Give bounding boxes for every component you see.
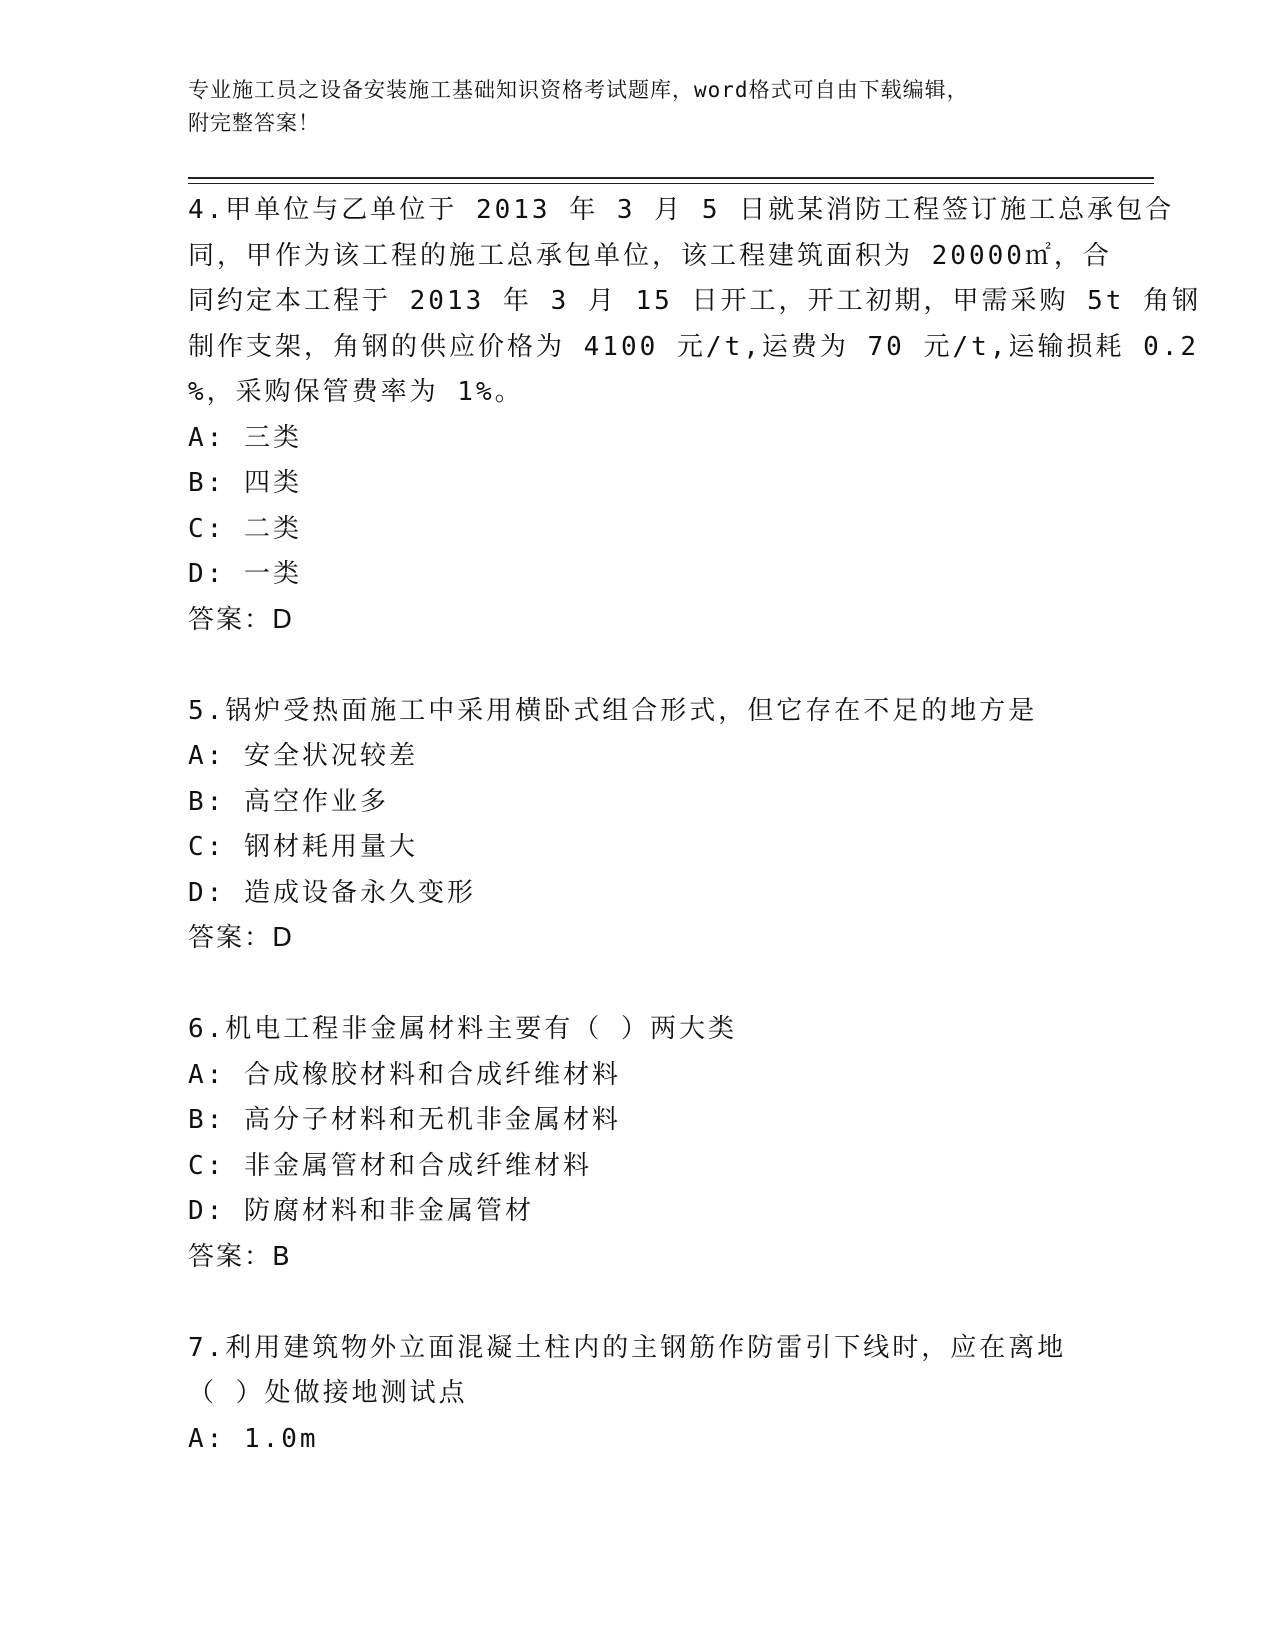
option-a: A: 合成橡胶材料和合成纤维材料: [188, 1059, 621, 1090]
question-stem-line: 同，甲作为该工程的施工总承包单位，该工程建筑面积为 20000㎡，合: [188, 240, 1112, 271]
option-a: A: 安全状况较差: [188, 741, 418, 771]
question-stem-line: 6.机电工程非金属材料主要有（ ）两大类: [188, 1014, 737, 1044]
option-d: D: 造成设备永久变形: [188, 877, 476, 908]
option-b: B: 高分子材料和无机非金属材料: [188, 1105, 621, 1135]
question-7: [188, 1326, 1088, 1463]
header-rule-thin: [188, 183, 1154, 184]
answer-line: 答案：D: [188, 604, 295, 635]
question-stem-line: 5.锅炉受热面施工中采用横卧式组合形式，但它存在不足的地方是: [188, 695, 1038, 726]
spacer: [188, 1280, 1088, 1326]
option-a: A: 1.0m: [188, 1423, 319, 1454]
option-a: A: 三类: [188, 422, 302, 453]
question-stem-line: 制作支架，角钢的供应价格为 4100 元/t,运费为 70 元/t,运输损耗 0.2: [188, 331, 1200, 362]
document-header: [188, 74, 1068, 140]
option-b: B: 四类: [188, 468, 302, 498]
spacer: [188, 643, 1088, 689]
question-stem-line: %，采购保管费率为 1%。: [188, 377, 524, 407]
option-c: C: 钢材耗用量大: [188, 832, 418, 862]
question-stem-line: 同约定本工程于 2013 年 3 月 15 日开工，开工初期，甲需采购 5t 角钢: [188, 286, 1202, 316]
option-d: D: 防腐材料和非金属管材: [188, 1196, 534, 1226]
spacer: [188, 962, 1088, 1008]
question-5: [188, 689, 1088, 962]
option-c: C: 非金属管材和合成纤维材料: [188, 1150, 592, 1181]
option-b: B: 高空作业多: [188, 786, 389, 817]
header-line-2: 附完整答案！: [188, 111, 320, 135]
header-line-1: 专业施工员之设备安装施工基础知识资格考试题库，word格式可自由下载编辑，: [188, 78, 969, 102]
question-list: [188, 188, 1202, 1462]
answer-line: 答案：B: [188, 1241, 292, 1272]
option-d: D: 一类: [188, 559, 302, 589]
question-stem-line: 4.甲单位与乙单位于 2013 年 3 月 5 日就某消防工程签订施工总承包合: [188, 195, 1175, 225]
question-stem-line: 7.利用建筑物外立面混凝土柱内的主钢筋作防雷引下线时，应在离地: [188, 1332, 1067, 1363]
question-4: [188, 188, 1202, 643]
option-c: C: 二类: [188, 513, 302, 544]
question-stem-line: （ ）处做接地测试点: [188, 1378, 468, 1408]
header-rule-thick: [188, 177, 1154, 179]
answer-line: 答案：D: [188, 923, 295, 953]
question-6: [188, 1007, 1088, 1280]
